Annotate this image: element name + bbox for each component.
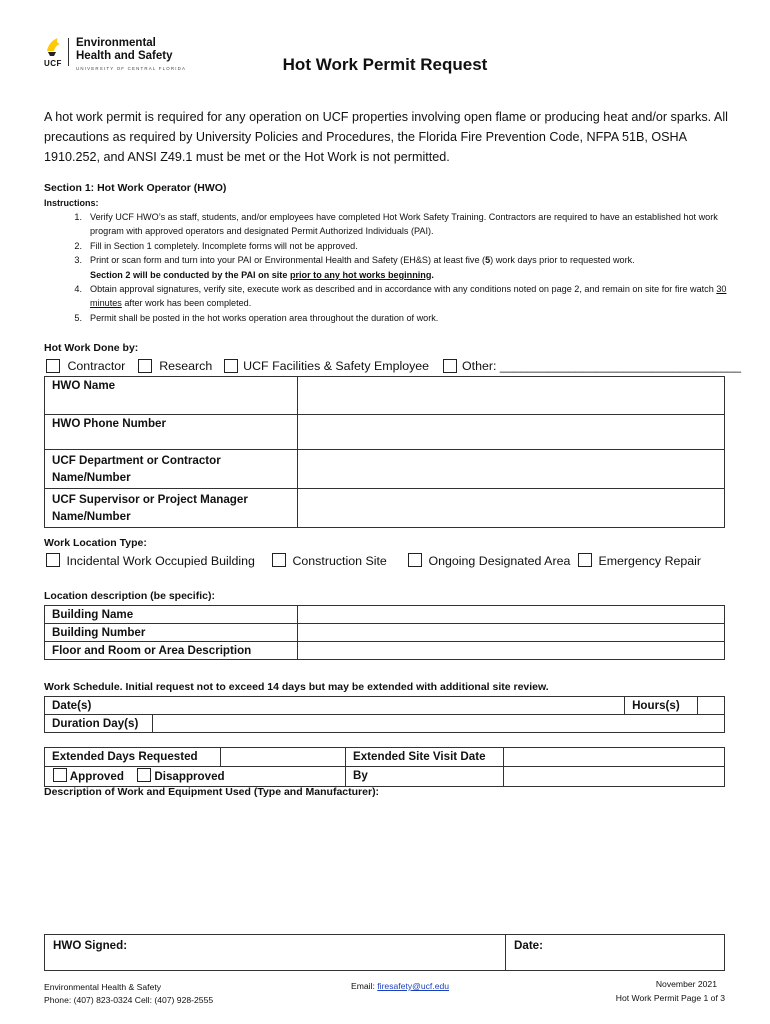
table-row [45, 450, 725, 489]
department-field[interactable] [298, 450, 725, 489]
description-title: Description of Work and Equipment Used (Type and Manufacturer): [44, 786, 380, 798]
date-field[interactable]: Date: [506, 935, 725, 971]
footer-contact [44, 981, 213, 1007]
supervisor-field[interactable] [298, 489, 725, 528]
other-label: Other: ___________________________________ [461, 358, 742, 373]
footer-date: November 2021 [655, 979, 717, 989]
section1-title: Section 1: Hot Work Operator (HWO) [44, 182, 227, 194]
hwo-signed-field[interactable]: HWO Signed: [45, 935, 506, 971]
ongoing-area-option [408, 553, 570, 568]
research-label: Research [159, 358, 213, 373]
table-row [45, 624, 725, 642]
approved-checkbox[interactable] [53, 768, 67, 782]
footer-meta [560, 977, 725, 1005]
work-schedule-title: Work Schedule. Initial request not to exceed 14 days but may be extended with additional site review. [44, 681, 549, 693]
ongoing-area-checkbox[interactable] [408, 553, 422, 567]
instruction-number: 1. [74, 212, 82, 222]
logo-ucf-text: UCF [44, 59, 62, 68]
emergency-repair-checkbox[interactable] [578, 553, 592, 567]
intro-paragraph: A hot work permit is required for any operation on UCF properties involving open flame or producing heat and/or sparks. All precautions as required by University Policies and Procedures, the Florida Fire Prevention Code, NFPA 51B, OSHA 1910.252, and ANSI Z49.1 must be met or the Hot Work is not permitted. [44, 110, 728, 164]
floor-room-field[interactable] [298, 642, 725, 660]
logo-line1: Environmental [76, 37, 156, 49]
hot-work-done-by-title: Hot Work Done by: [44, 342, 139, 354]
work-location-options [46, 553, 736, 571]
instruction-text: Fill in Section 1 completely. Incomplete forms will not be approved. [90, 240, 358, 251]
construction-site-label: Construction Site [292, 554, 387, 568]
extended-days-label: Extended Days Requested [45, 748, 221, 767]
approved-label: Approved [69, 770, 124, 783]
disapproved-label: Disapproved [154, 770, 225, 783]
disapproved-checkbox[interactable] [137, 768, 151, 782]
location-description-title: Location description (be specific): [44, 590, 215, 602]
table-row [45, 697, 725, 715]
hwo-info-table [44, 376, 725, 528]
other-checkbox[interactable] [443, 359, 457, 373]
page-title: Hot Work Permit Request [282, 55, 488, 74]
emergency-repair-label: Emergency Repair [598, 554, 702, 568]
hwo-phone-label: HWO Phone Number [45, 415, 298, 450]
building-number-label: Building Number [45, 624, 298, 642]
instruction-number: 2. [74, 240, 82, 251]
hours-field[interactable] [698, 697, 725, 715]
table-row [45, 748, 725, 767]
research-checkbox[interactable] [138, 359, 152, 373]
instruction-number: 5. [74, 312, 82, 323]
table-row [45, 767, 725, 787]
floor-room-label: Floor and Room or Area Description [45, 642, 298, 660]
extended-visit-field[interactable] [504, 748, 725, 767]
instructions-list [44, 210, 734, 325]
footer-page: Hot Work Permit Page 1 of 3 [615, 993, 725, 1003]
footer-phone: Phone: (407) 823-0324 Cell: (407) 928-2555 [44, 995, 214, 1005]
ucf-facilities-label: UCF Facilities & Safety Employee [243, 358, 430, 373]
instruction-number: 4. [74, 284, 82, 295]
instruction-text: Obtain approval signatures, verify site, execute work as described and in accordance with any conditions noted on page 2, and remain on site for fire watch 30 minutes after work has been completed. [90, 284, 727, 309]
table-row [45, 715, 725, 733]
instruction-item [44, 282, 734, 311]
table-row [45, 377, 725, 415]
hwo-phone-field[interactable] [298, 415, 725, 450]
construction-site-checkbox[interactable] [272, 553, 286, 567]
incidental-work-label: Incidental Work Occupied Building [66, 554, 255, 568]
building-name-label: Building Name [45, 606, 298, 624]
footer-org: Environmental Health & Safety [44, 982, 162, 992]
ongoing-area-label: Ongoing Designated Area [428, 554, 571, 568]
instruction-text: Permit shall be posted in the hot works operation area throughout the duration of work. [90, 312, 439, 323]
instruction-item [44, 253, 734, 282]
table-row [45, 642, 725, 660]
table-row [45, 415, 725, 450]
building-number-field[interactable] [298, 624, 725, 642]
instruction-number: 3. [74, 255, 82, 266]
hwo-name-field[interactable] [298, 377, 725, 415]
footer-email-label: Email: [351, 981, 378, 991]
contractor-label: Contractor [67, 358, 126, 373]
dates-label: Date(s) [45, 697, 625, 715]
logo-university: UNIVERSITY OF CENTRAL FLORIDA [76, 66, 187, 71]
extended-visit-label: Extended Site Visit Date [346, 748, 504, 767]
instruction-text: Print or scan form and turn into your PAI or Environmental Health and Safety (EH&S) at least five (5) work days prior to requested work. Section 2 will be conducted by the PAI on site prior to any hot works beginning. [90, 255, 635, 280]
instruction-item [44, 239, 734, 253]
table-row [45, 606, 725, 624]
by-label: By [346, 767, 504, 787]
extended-days-field[interactable] [221, 748, 346, 767]
signature-table [44, 934, 725, 971]
building-name-field[interactable] [298, 606, 725, 624]
instruction-item [44, 210, 734, 239]
ucf-facilities-checkbox[interactable] [224, 359, 238, 373]
footer-email [351, 981, 449, 991]
logo-line2: Health and Safety [76, 50, 173, 62]
email-link[interactable]: firesafety@ucf.edu [377, 981, 450, 991]
table-row [45, 489, 725, 528]
location-table [44, 605, 725, 660]
extension-table [44, 747, 725, 787]
hours-label: Hours(s) [625, 697, 698, 715]
duration-label: Duration Day(s) [45, 715, 153, 733]
instruction-item [44, 311, 734, 325]
incidental-work-option [46, 553, 255, 568]
by-field[interactable] [504, 767, 725, 787]
work-location-title: Work Location Type: [44, 537, 147, 549]
contractor-checkbox[interactable] [46, 359, 60, 373]
hwo-name-label: HWO Name [45, 377, 298, 415]
incidental-work-checkbox[interactable] [46, 553, 60, 567]
supervisor-label: UCF Supervisor or Project Manager Name/Number [45, 489, 298, 528]
table-row [45, 935, 725, 971]
emergency-repair-option [578, 553, 701, 568]
hot-work-done-by-options [46, 358, 742, 373]
work-schedule-table [44, 696, 725, 733]
duration-field[interactable] [153, 715, 725, 733]
instruction-text: Verify UCF HWO’s as staff, students, and/or employees have completed Hot Work Safety Training. Contractors are required to have an established hot work program with approved operators and designated Permit Authorized Individuals (PAI). [90, 212, 718, 237]
construction-site-option [272, 553, 387, 568]
approval-cell [45, 767, 346, 787]
instructions-label: Instructions: [44, 198, 99, 208]
department-label: UCF Department or Contractor Name/Number [45, 450, 298, 489]
